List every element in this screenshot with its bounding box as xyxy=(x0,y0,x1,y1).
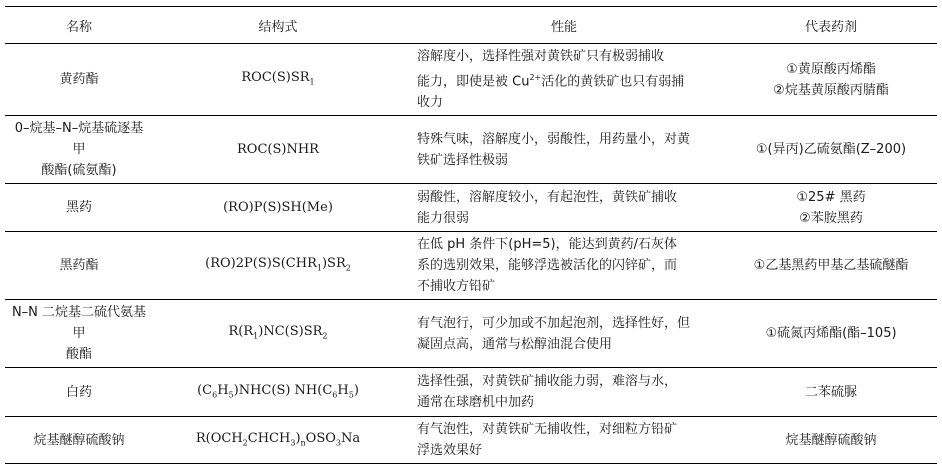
table-row xyxy=(5,300,937,368)
cell-agent: ①(异丙)乙硫氨酯(Z–200) xyxy=(755,142,907,158)
table-row xyxy=(5,232,937,300)
cell-agent: 烷基醚醇硫酸钠 xyxy=(785,432,877,448)
cell-structure: ROC(S)NHR xyxy=(237,142,319,158)
header-row xyxy=(5,7,937,44)
header-property: 性能 xyxy=(550,19,577,35)
cell-agent: 二苯硫脲 xyxy=(804,384,857,400)
cell-property: 在低 pH 条件下(pH=5)，能达到黄药/石灰体 系的选别效果，能够浮选被活化的闪锌矿，而 不捕收方铅矿 xyxy=(417,237,678,295)
cell-structure: $(RO)2P(S)S(CHR_1)SR_2$ xyxy=(205,256,351,273)
cell-name: 白药 xyxy=(65,384,92,400)
cell-name: 0–烷基–N–烷基硫逐基甲 酸酯(硫氨酯) xyxy=(14,121,144,179)
cell-structure: (RO)P(S)SH(Me) xyxy=(223,200,333,216)
header-agent: 代表药剂 xyxy=(804,19,857,35)
cell-property: 选择性强，对黄铁矿捕收能力弱，难溶与水， 通常在球磨机中加药 xyxy=(417,374,678,411)
table-row xyxy=(5,368,937,417)
table-row xyxy=(5,184,937,232)
cell-name: 黑药酯 xyxy=(59,258,99,274)
cell-agent: ①乙基黑药甲基乙基硫醚酯 xyxy=(753,258,909,274)
cell-structure: $ROC(S)SR_1$ xyxy=(241,69,315,87)
cell-name: 烷基醚醇硫酸钠 xyxy=(33,432,125,448)
reagent-table xyxy=(5,6,937,464)
cell-agent: ①硫氮丙烯酯(酯–105) xyxy=(765,326,897,342)
cell-property: 溶解度小，选择性强对黄铁矿只有极弱捕收 能力，即使是被 $Cu^{2+}$活化的黄铁矿也只有弱捕 收力 xyxy=(417,49,685,111)
table-row xyxy=(5,116,937,184)
cell-structure: $R(R_1)NC(S)SR_2$ xyxy=(228,324,328,341)
header-structure: 结构式 xyxy=(258,19,298,35)
cell-name: 黄药酯 xyxy=(59,72,99,88)
table-row xyxy=(5,44,937,116)
cell-structure: $R(OCH_2CHCH_3)_nOSO_3Na$ xyxy=(195,430,361,448)
cell-agent: ①黄原酸丙烯酯 ②烷基黄原酸丙腈酯 xyxy=(773,61,889,98)
header-name: 名称 xyxy=(65,19,92,35)
cell-property: 有气泡行，可少加或不加起泡剂，选择性好，但 凝固点高，通常与松醇油混合使用 xyxy=(417,315,691,352)
cell-property: 有气泡性，对黄铁矿无捕收性，对细粒方铅矿 浮选效果好 xyxy=(417,422,678,459)
cell-structure: $(C_6H_5)NHC(S)$ $NH(C_6H_5)$ xyxy=(197,382,359,400)
cell-property: 弱酸性，溶解度较小，有起泡性，黄铁矿捕收 能力很弱 xyxy=(417,189,678,226)
cell-name: 黑药 xyxy=(65,200,92,216)
cell-name: N–N 二烷基二硫代氨基甲 酸酯 xyxy=(11,305,147,363)
table-row xyxy=(5,417,937,464)
cell-property: 特殊气味，溶解度小，弱酸性，用药量小，对黄 铁矿选择性极弱 xyxy=(417,131,691,168)
cell-agent: ①25# 黑药 ②苯胺黑药 xyxy=(796,189,866,226)
